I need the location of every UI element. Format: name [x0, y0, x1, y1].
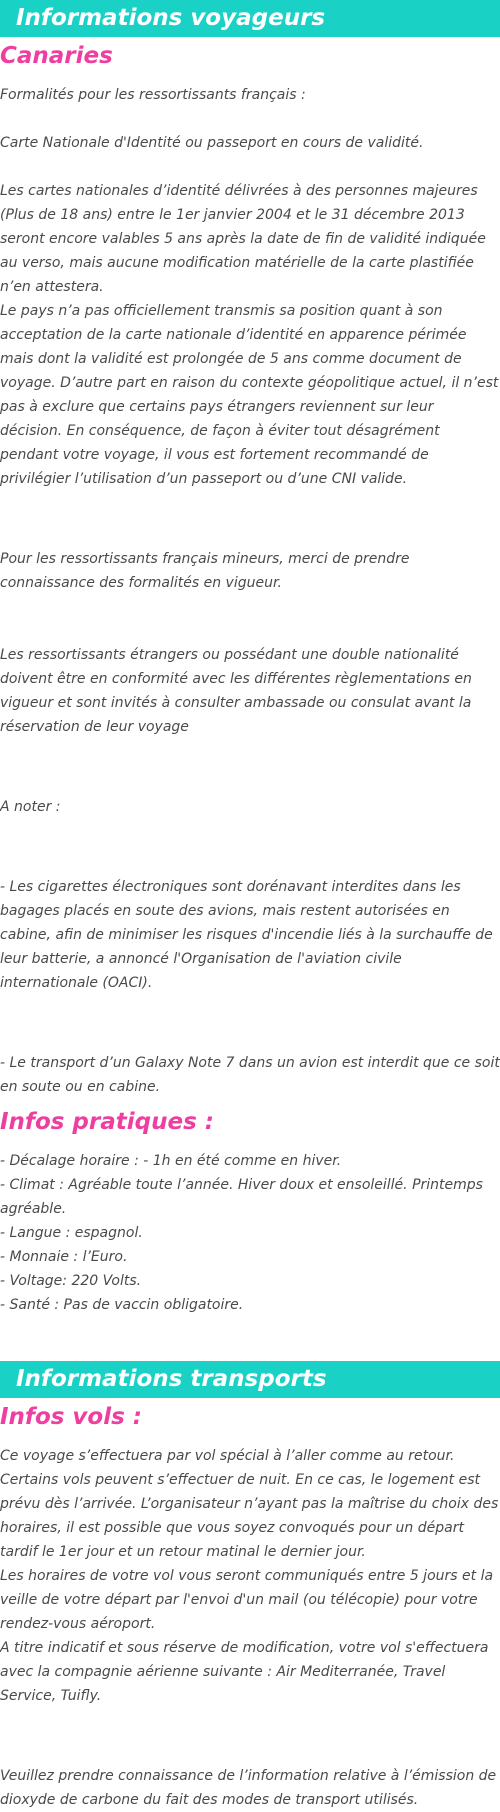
travelers-info-banner: Informations voyageurs	[0, 0, 500, 37]
minors-paragraph: Pour les ressortissants français mineurs, merci de prendre connaissance des formalités en vigueur.	[0, 551, 410, 591]
flights-paragraph-2: Les horaires de votre vol vous seront communiqués entre 5 jours et la veille de votre départ par l'envoi d'un mail (ou télécopie) pour votre rendez-vous aéroport.	[0, 1568, 494, 1632]
id-acceptance-paragraph: Le pays n’a pas officiellement transmis sa position quant à son acceptation de la carte nationale d’identité en apparence périmée mais dont la validité est prolongée de 5 ans comme document de voyage. D’autre part en raison du contexte géopolitique actuel, il n’est pas à exclure que certains pays étrangers reviennent sur leur décision. En conséquence, de façon à éviter tout désagrément pendant votre voyage, il vous est fortement recommandé de privilégier l’utilisation d’un passeport ou d’une CNI valide.	[0, 303, 499, 487]
flights-paragraph-3: A titre indicatif et sous réserve de modification, votre vol s'effectuera avec la compagnie aérienne suivante : Air Mediterranée, Travel Service, Tuifly.	[0, 1640, 489, 1704]
note-label: A noter :	[0, 799, 61, 815]
section-title-flights: Infos vols :	[0, 1404, 143, 1430]
transport-info-banner: Informations transports	[0, 1361, 500, 1398]
note-galaxy-note-7: - Le transport d’un Galaxy Note 7 dans un avion est interdit que ce soit en soute ou en cabine.	[0, 1055, 500, 1095]
practical-info-item: - Santé : Pas de vaccin obligatoire.	[0, 1297, 244, 1313]
section-title-practical-info: Infos pratiques :	[0, 1109, 214, 1135]
id-validity-paragraph: Les cartes nationales d’identité délivrées à des personnes majeures (Plus de 18 ans) entre le 1er janvier 2004 et le 31 décembre 2013 seront encore valables 5 ans après la date de fin de validité indiquée au verso, mais aucune modification matérielle de la carte plastifiée n’en attestera.	[0, 183, 486, 295]
practical-info-item: - Langue : espagnol.	[0, 1225, 143, 1241]
formalities-intro: Formalités pour les ressortissants français :	[0, 87, 306, 103]
practical-info-item: - Voltage: 220 Volts.	[0, 1273, 142, 1289]
id-requirement: Carte Nationale d'Identité ou passeport en cours de validité.	[0, 135, 424, 151]
co2-paragraph: Veuillez prendre connaissance de l’information relative à l’émission de dioxyde de carbone du fait des modes de transport utilisés.	[0, 1768, 497, 1808]
practical-info-item: - Monnaie : l’Euro.	[0, 1249, 128, 1265]
section-title-canaries: Canaries	[0, 43, 113, 69]
practical-info-item: - Climat : Agréable toute l’année. Hiver doux et ensoleillé. Printemps agréable.	[0, 1177, 483, 1217]
practical-info-item: - Décalage horaire : - 1h en été comme en hiver.	[0, 1153, 342, 1169]
foreign-nationals-paragraph: Les ressortissants étrangers ou possédant une double nationalité doivent être en conformité avec les différentes règlementations en vigueur et sont invités à consulter ambassade ou consulat avant la réservation de leur voyage	[0, 647, 472, 735]
flights-paragraph-1: Ce voyage s’effectuera par vol spécial à l’aller comme au retour. Certains vols peuvent s’effectuer de nuit. En ce cas, le logement est prévu dès l’arrivée. L’organisateur n’ayant pas la maîtrise du choix des horaires, il est possible que vous soyez convoqués pour un départ tardif le 1er jour et un retour matinal le dernier jour.	[0, 1448, 499, 1560]
note-electronic-cigarettes: - Les cigarettes électroniques sont dorénavant interdites dans les bagages placés en soute des avions, mais restent autorisées en cabine, afin de minimiser les risques d'incendie liés à la surchauffe de leur batterie, a annoncé l'Organisation de l'aviation civile internationale (OACI).	[0, 879, 493, 991]
